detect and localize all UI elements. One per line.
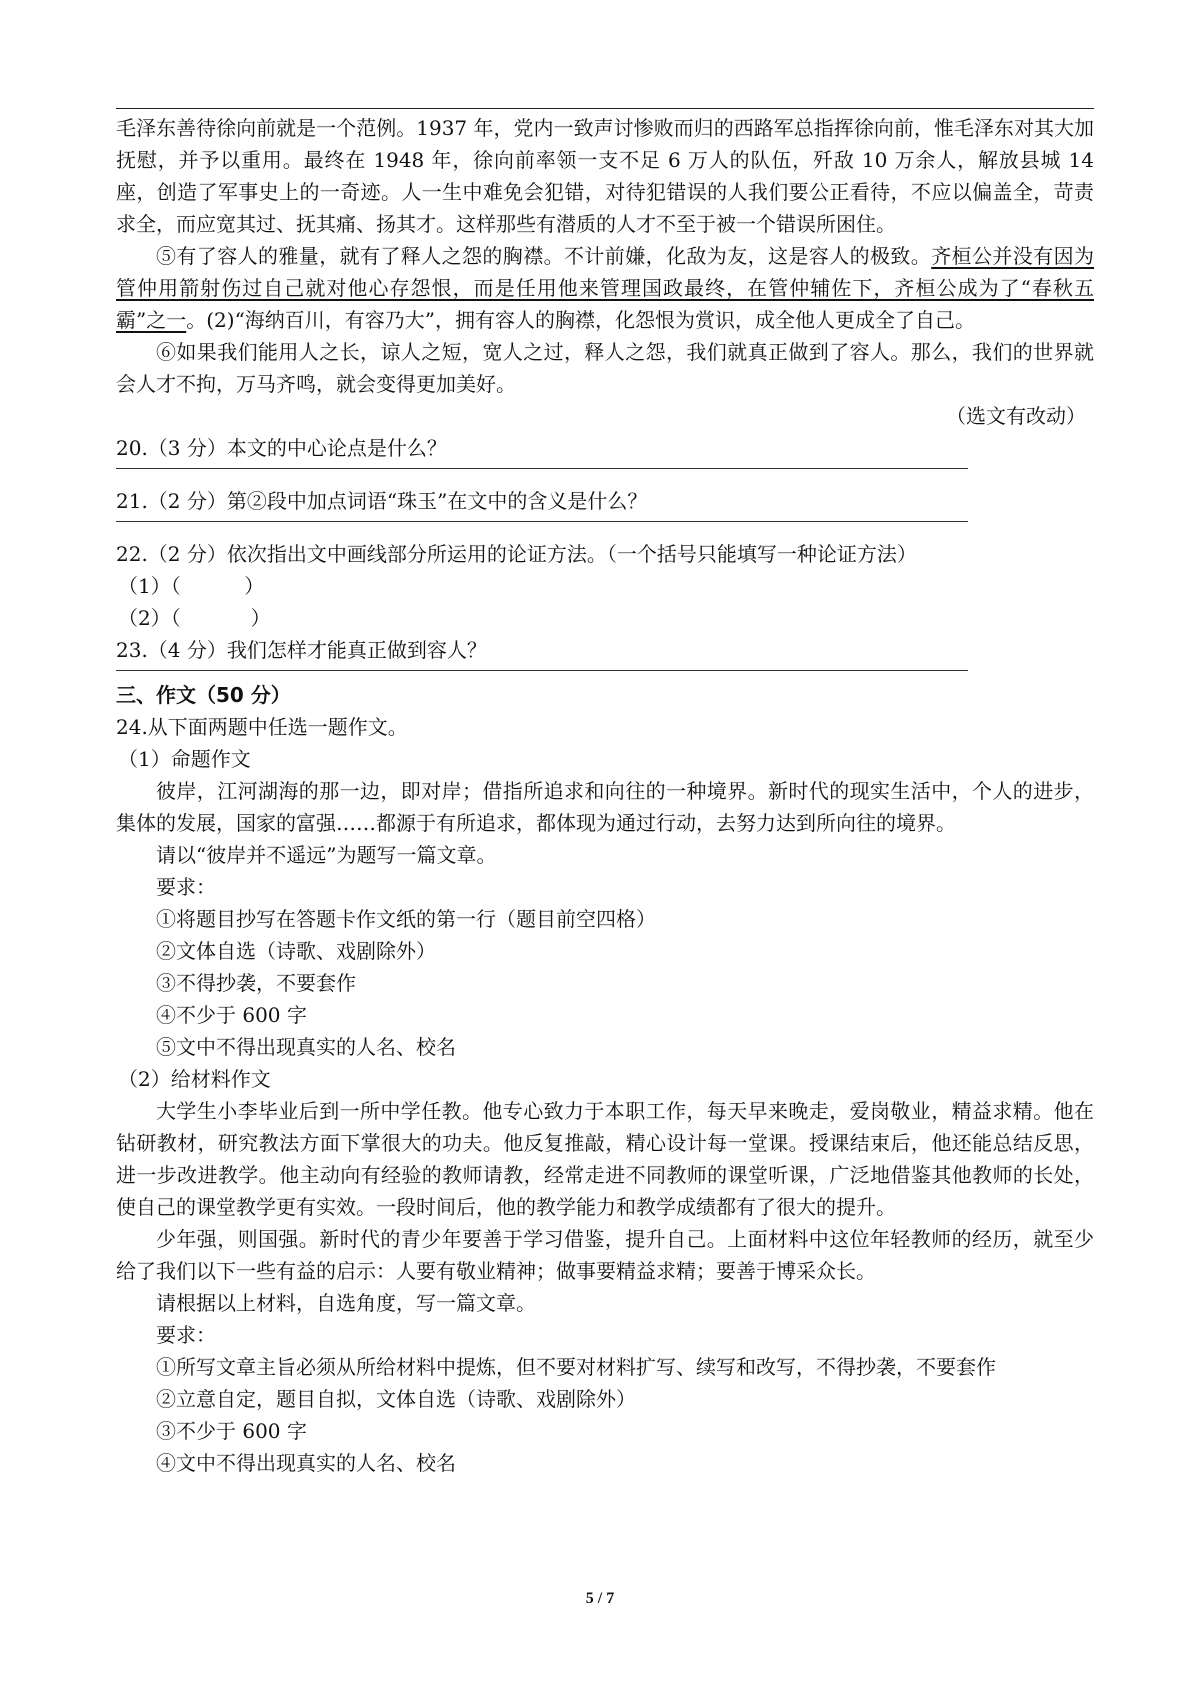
option-1-requirement: ④不少于 600 字	[156, 1003, 307, 1027]
underlined-example: 齐桓公并没有因为管仲用箭射伤过自己就对他心存怨恨，而是任用他来管理国政最终，在管仲辅佐下，齐桓公成为了“春秋五霸”之一	[116, 244, 1095, 332]
option-2-label: （2）给材料作文	[118, 1067, 271, 1091]
question-22-blank-2[interactable]: （2）（ ）	[118, 606, 271, 630]
passage-paragraph-4: 毛泽东善待徐向前就是一个范例。1937 年，党内一致声讨惨败而归的西路军总指挥徐向前，惟毛泽东对其大加抚慰，并予以重用。最终在 1948 年，徐向前率领一支不足 6 万人的队伍，歼敌 10 万余人，解放县城 14 座，创造了军事史上的一奇迹。人一生中难免会犯错，对待犯错误的人我们要公正看待，不应以偏盖全，苛责求全，而应宽其过、抚其痛、扬其才。这样那些有潜质的人才不至于被一个错误所困住。	[116, 116, 1094, 236]
page-content	[116, 112, 1094, 1479]
option-2-requirement: ①所写文章主旨必须从所给材料中提炼，但不要对材料扩写、续写和改写，不得抄袭，不要套作	[156, 1355, 996, 1379]
section-title-composition: 三、作文（50 分）	[116, 683, 291, 707]
option-1-requirements-label: 要求：	[156, 875, 216, 899]
question-21: 21.（2 分）第②段中加点词语“珠玉”在文中的含义是什么？	[116, 489, 648, 513]
option-2-requirements-label: 要求：	[156, 1323, 216, 1347]
answer-line-20[interactable]	[116, 468, 968, 469]
option-2-instruction: 请根据以上材料，自选角度，写一篇文章。	[156, 1291, 536, 1315]
source-note: （选文有改动）	[946, 404, 1086, 428]
option-1-requirement: ①将题目抄写在答题卡作文纸的第一行（题目前空四格）	[156, 907, 656, 931]
option-1-requirement: ③不得抄袭，不要套作	[156, 971, 356, 995]
answer-line-23[interactable]	[116, 670, 968, 671]
page-number: 5 / 7	[585, 1590, 615, 1607]
option-2-inspiration: 少年强，则国强。新时代的青少年要善于学习借鉴，提升自己。上面材料中这位年轻教师的经历，就至少给了我们以下一些有益的启示：人要有敬业精神；做事要精益求精；要善于博采众长。	[116, 1227, 1094, 1283]
answer-line-21[interactable]	[116, 521, 968, 522]
question-22: 22.（2 分）依次指出文中画线部分所运用的论证方法。（一个括号只能填写一种论证方法）	[116, 542, 917, 566]
passage-paragraph-5	[116, 240, 1094, 336]
option-1-prompt: 彼岸，江河湖海的那一边，即对岸；借指所追求和向往的一种境界。新时代的现实生活中，个人的进步，集体的发展，国家的富强……都源于有所追求，都体现为通过行动，去努力达到所向往的境界。	[116, 779, 1094, 835]
option-2-requirement: ②立意自定，题目自拟，文体自选（诗歌、戏剧除外）	[156, 1387, 636, 1411]
option-2-requirement: ③不少于 600 字	[156, 1419, 307, 1443]
passage-paragraph-6: ⑥如果我们能用人之长，谅人之短，宽人之过，释人之怨，我们就真正做到了容人。那么，我们的世界就会人才不拘，万马齐鸣，就会变得更加美好。	[116, 340, 1094, 396]
option-2-material: 大学生小李毕业后到一所中学任教。他专心致力于本职工作，每天早来晚走，爱岗敬业，精益求精。他在钻研教材，研究教法方面下掌很大的功夫。他反复推敲，精心设计每一堂课。授课结束后，他还能总结反思，进一步改进教学。他主动向有经验的教师请教，经常走进不同教师的课堂听课，广泛地借鉴其他教师的长处，使自己的课堂教学更有实效。一段时间后，他的教学能力和教学成绩都有了很大的提升。	[116, 1099, 1094, 1219]
paragraph-5-text-end: 。(2)“海纳百川，有容乃大”，拥有容人的胸襟，化怨恨为赏识，成全他人更成全了自己。	[186, 308, 976, 332]
question-24: 24.从下面两题中任选一题作文。	[116, 715, 408, 739]
option-1-requirement: ②文体自选（诗歌、戏剧除外）	[156, 939, 436, 963]
option-1-label: （1）命题作文	[118, 747, 251, 771]
question-20: 20.（3 分）本文的中心论点是什么？	[116, 436, 447, 460]
option-1-requirement: ⑤文中不得出现真实的人名、校名	[156, 1035, 456, 1059]
paragraph-5-text: ⑤有了容人的雅量，就有了释人之怨的胸襟。不计前嫌，化敌为友，这是容人的极致。	[156, 244, 932, 268]
question-23: 23.（4 分）我们怎样才能真正做到容人？	[116, 638, 487, 662]
option-1-instruction: 请以“彼岸并不遥远”为题写一篇文章。	[156, 843, 497, 867]
option-2-requirement: ④文中不得出现真实的人名、校名	[156, 1451, 456, 1475]
question-22-blank-1[interactable]: （1）（ ）	[118, 574, 265, 598]
header-rule	[116, 108, 1094, 109]
